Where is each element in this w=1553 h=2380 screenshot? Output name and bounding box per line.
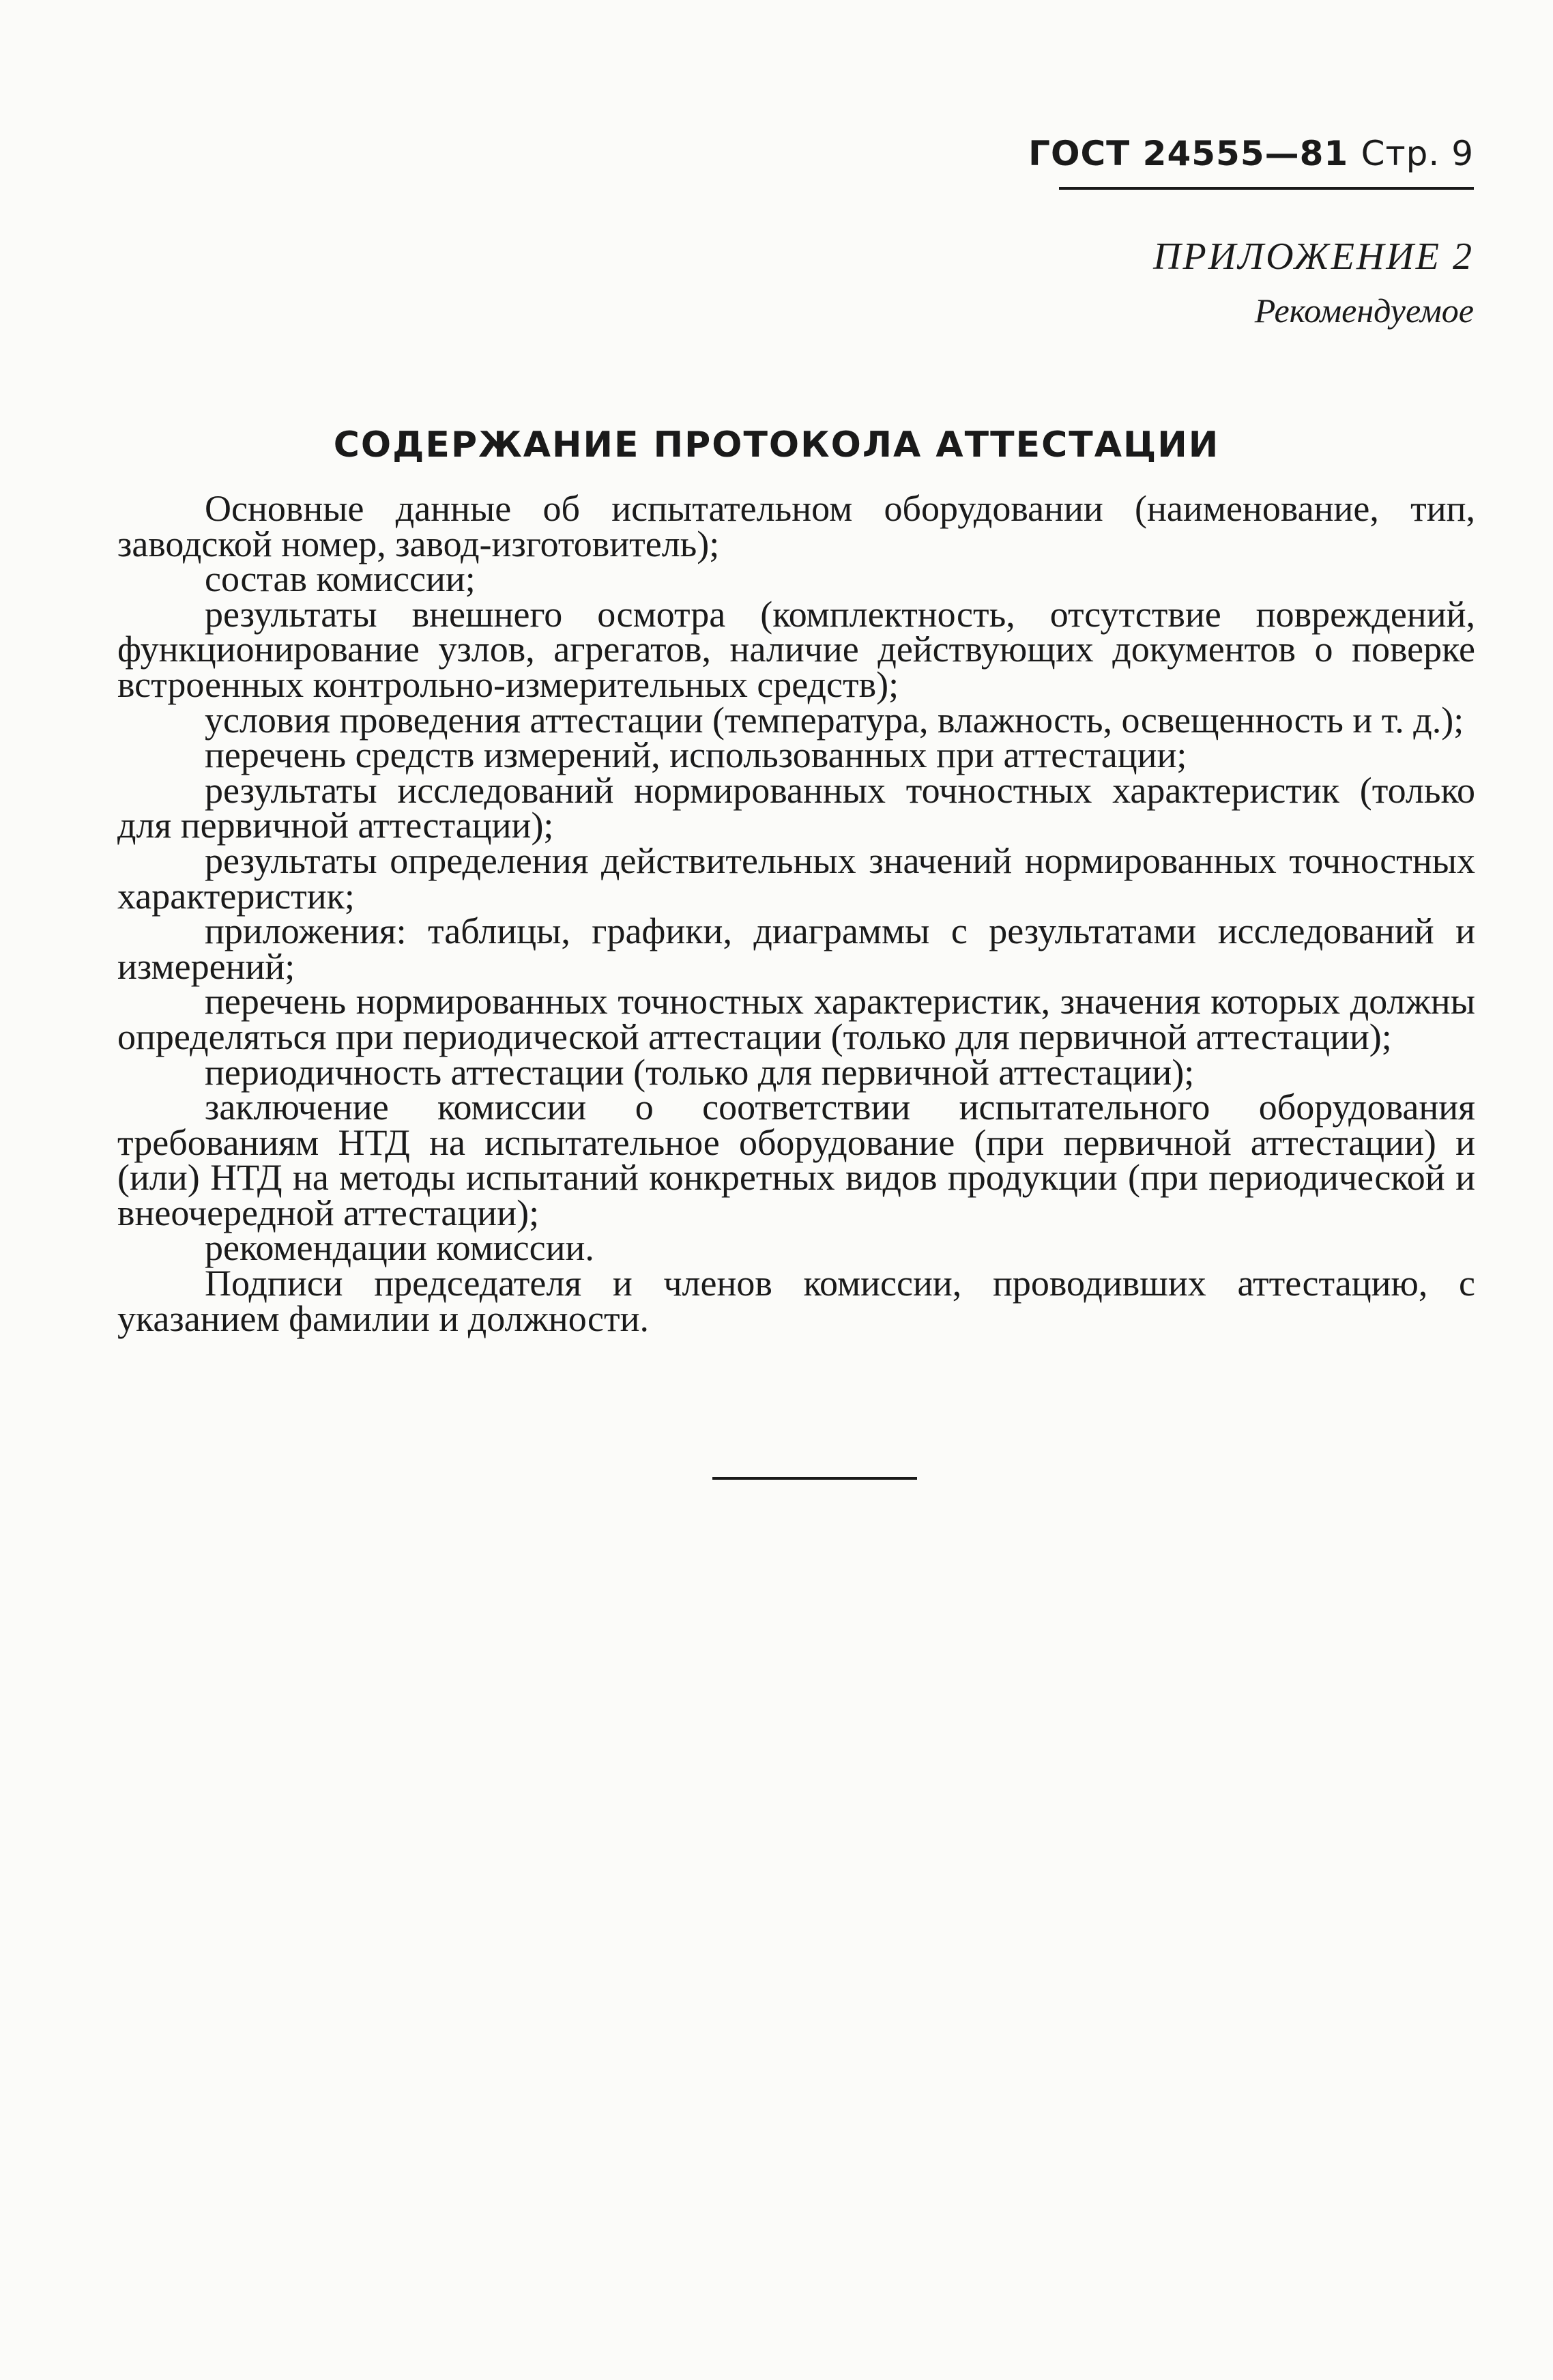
end-rule [712, 1477, 917, 1480]
paragraph: состав комиссии; [205, 558, 476, 600]
document-body [117, 488, 1475, 1339]
appendix-block [1153, 235, 1474, 330]
paragraph: периодичность аттестации (только для первичной аттестации); [205, 1051, 1195, 1093]
paragraph: заключение комиссии о соответствии испытательного оборудования требованиям НТД на испытательное оборудование (при первичной аттестации) и (или) НТД на методы испытаний конкретных видов продукции (при периодической и внеочередной аттестации); [117, 1087, 1475, 1233]
paragraph: условия проведения аттестации (температура, влажность, освещенность и т. д.); [205, 699, 1464, 741]
paragraph: Подписи председателя и членов комиссии, проводивших аттестацию, с указанием фамилии и должности. [117, 1263, 1475, 1339]
document-title: СОДЕРЖАНИЕ ПРОТОКОЛА АТТЕСТАЦИИ [333, 425, 1220, 465]
header-text [1028, 134, 1474, 173]
paragraph: рекомендации комиссии. [205, 1227, 594, 1269]
header-rule [1059, 187, 1474, 190]
page-number: Стр. 9 [1361, 134, 1474, 173]
appendix-title: ПРИЛОЖЕНИЕ 2 [1153, 235, 1474, 278]
standard-number: ГОСТ 24555—81 [1028, 134, 1349, 173]
paragraph: перечень средств измерений, использованных при аттестации; [205, 734, 1187, 776]
paragraph: приложения: таблицы, графики, диаграммы с результатами исследований и измерений; [117, 911, 1475, 987]
paragraph: результаты определения действительных значений нормированных точностных характеристик; [117, 840, 1475, 917]
paragraph: перечень нормированных точностных характеристик, значения которых должны определяться при периодической аттестации (только для первичной аттестации); [117, 981, 1475, 1057]
paragraph: Основные данные об испытательном оборудовании (наименование, тип, заводской номер, завод-изготовитель); [117, 488, 1475, 564]
paragraph: результаты исследований нормированных точностных характеристик (только для первичной аттестации); [117, 769, 1475, 846]
appendix-subtitle: Рекомендуемое [1254, 291, 1474, 330]
paragraph: результаты внешнего осмотра (комплектность, отсутствие повреждений, функционирование узлов, агрегатов, наличие действующих документов о поверке встроенных контрольно-измерительных средств); [117, 593, 1475, 705]
page-header [1028, 134, 1474, 191]
